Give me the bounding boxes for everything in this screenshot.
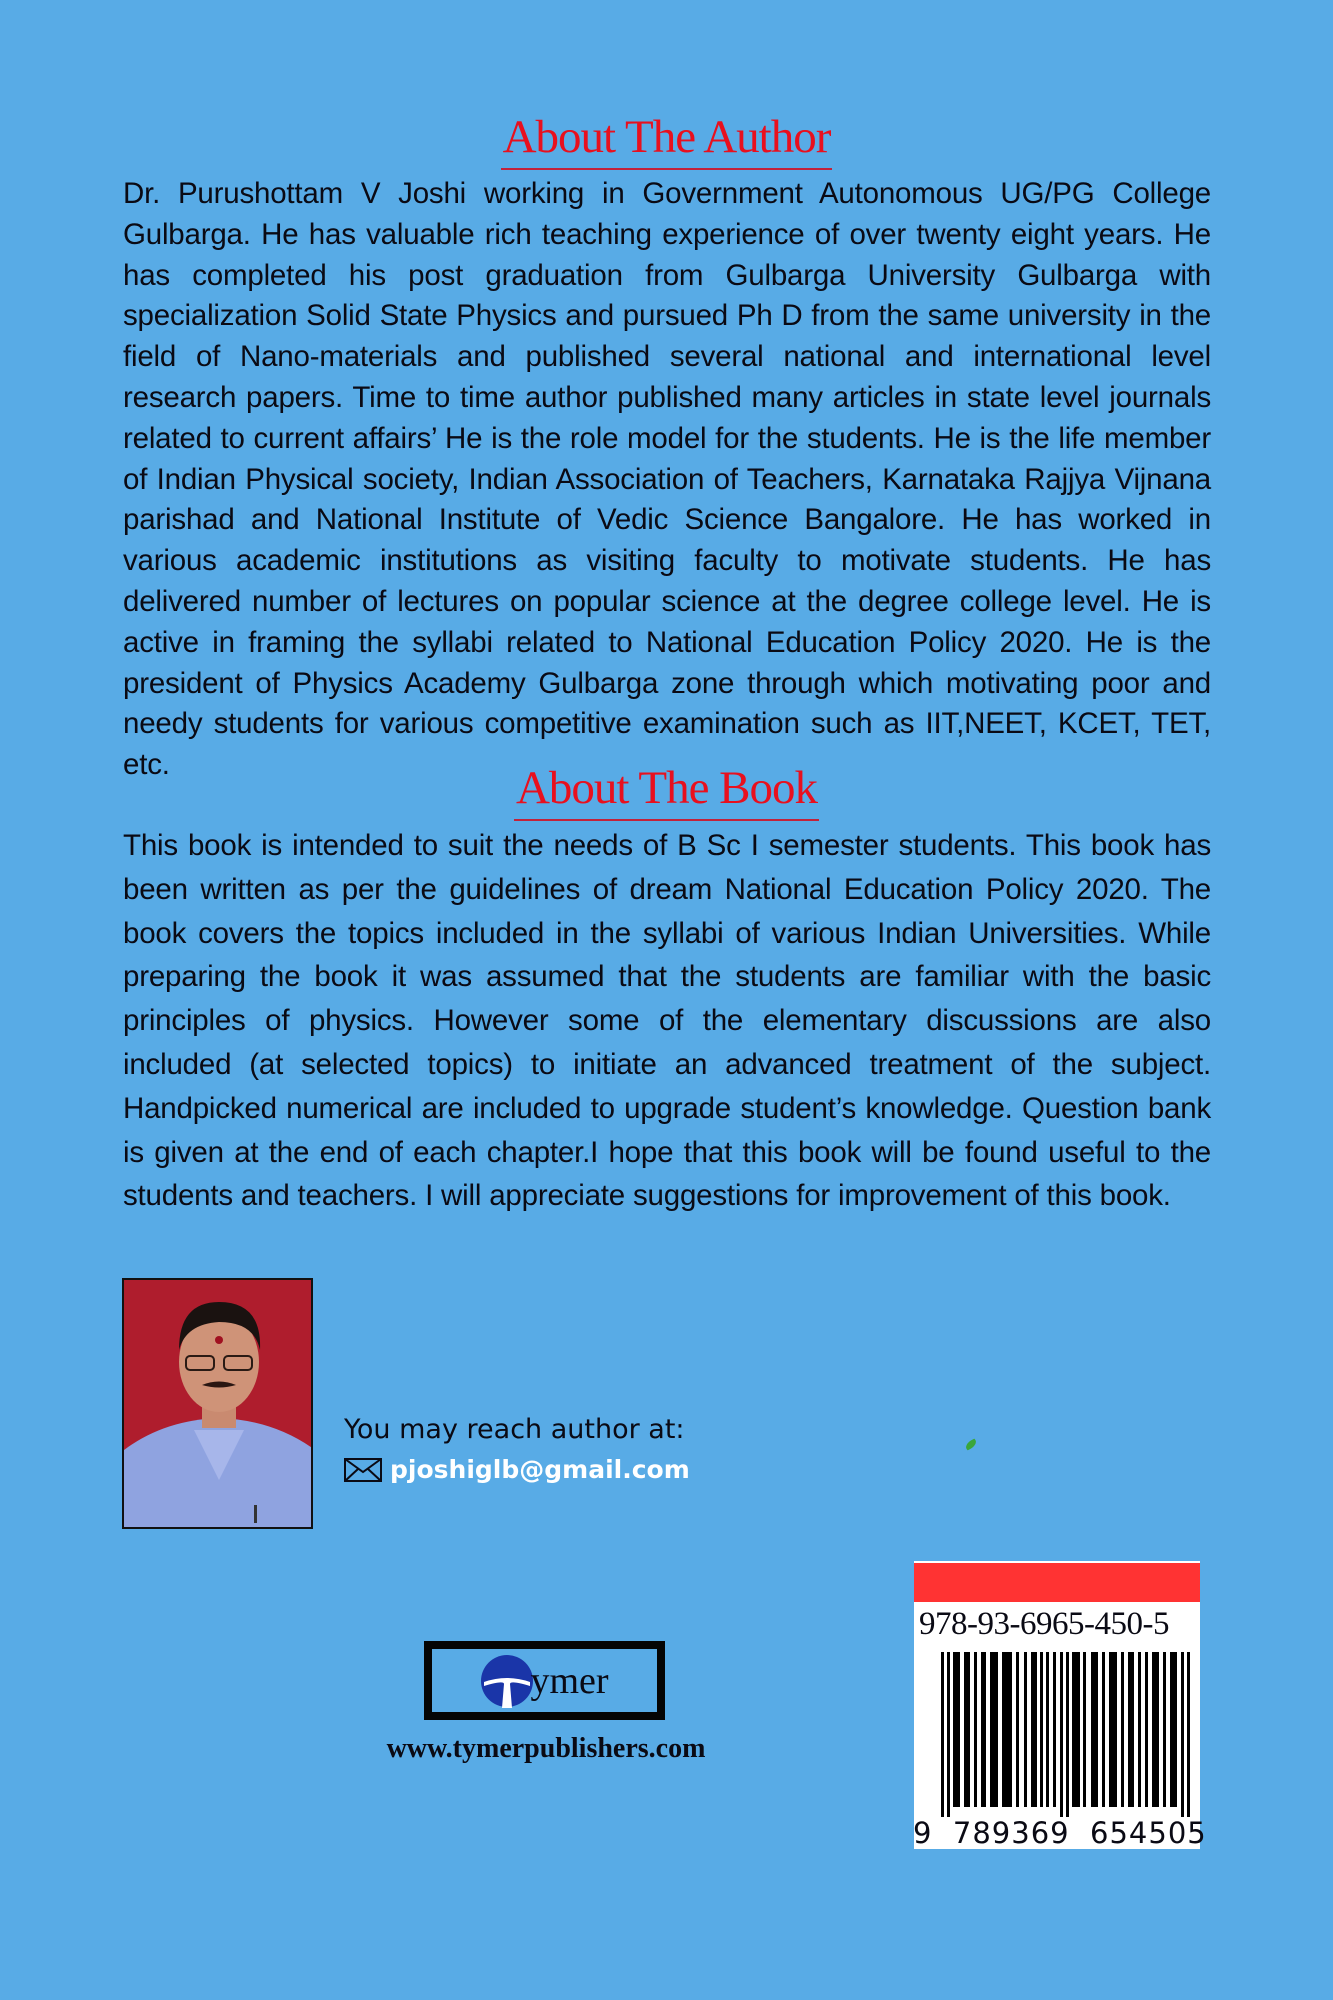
barcode-icon (941, 1652, 1193, 1817)
contact-label: You may reach author at: (344, 1414, 685, 1445)
author-bio: Dr. Purushottam V Joshi working in Government Autonomous UG/PG College Gulbarga. He has valuable rich teaching experience of over twenty eight years. He has completed his post graduation from Gulbarga University Gulbarga with specialization Solid State Physics and pursued Ph D from the same university in the field of Nano-materials and published several national and international level research papers. Time to time author published many articles in state level journals related to current affairs’ He is the role model for the students. He is the life member of Indian Physical society, Indian Association of Teachers, Karnataka Rajjya Vijnana parishad and National Institute of Vedic Science Bangalore. He has worked in various academic institutions as visiting faculty to motivate students. He has delivered number of lectures on popular science at the degree college level. He is active in framing the syllabi related to National Education Policy 2020. He is the president of Physics Academy Gulbarga zone through which motivating poor and needy students for various competitive examination such as IIT,NEET, KCET, TET, etc. (123, 177, 1211, 782)
book-heading-text: About The Book (514, 764, 819, 821)
isbn-color-band (914, 1561, 1200, 1604)
author-heading (0, 113, 1333, 170)
email-address[interactable]: pjoshiglb@gmail.com (390, 1455, 690, 1484)
contact-email[interactable] (344, 1455, 690, 1484)
leaf-icon (964, 1438, 978, 1450)
publisher-url[interactable]: www.tymerpublishers.com (386, 1733, 706, 1764)
book-description: This book is intended to suit the needs of B Sc I semester students. This book has been written as per the guidelines of dream National Education Policy 2020. The book covers the topics included in the syllabi of various Indian Universities. While preparing the book it was assumed that the students are familiar with the basic principles of physics. However some of the elementary discussions are also included (at selected topics) to initiate an advanced treatment of the subject. Handpicked numerical are included to upgrade student’s knowledge. Question bank is given at the end of each chapter.I hope that this book will be found useful to the students and teachers. I will appreciate suggestions for improvement of this book. (123, 829, 1211, 1213)
publisher-logo-text: ymer (530, 1659, 609, 1702)
barcode-digits: 9 789369 654505 (913, 1816, 1207, 1850)
publisher-logo (424, 1641, 665, 1720)
book-heading (0, 764, 1333, 821)
author-heading-text: About The Author (501, 113, 833, 170)
tymer-t-globe-icon (480, 1654, 534, 1708)
author-photo (122, 1278, 313, 1529)
envelope-icon (344, 1458, 382, 1482)
isbn-number: 978-93-6965-450-5 (919, 1606, 1169, 1642)
